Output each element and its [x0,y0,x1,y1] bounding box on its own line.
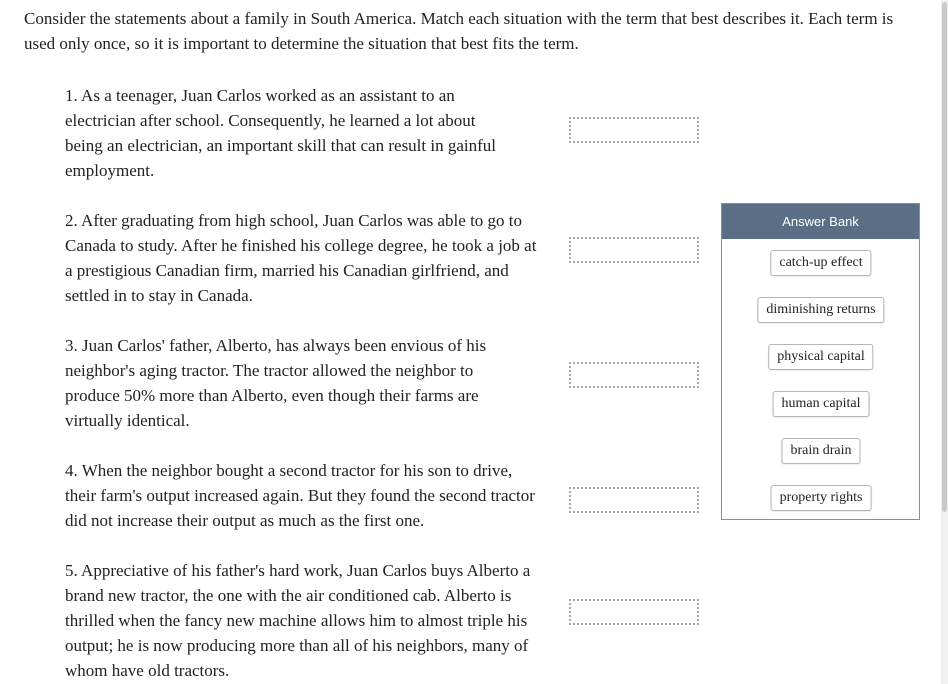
answer-bank-title: Answer Bank [722,204,919,239]
question-5-drop-target[interactable] [569,599,699,625]
instructions-text: Consider the statements about a family in South America. Match each situation with the term that best describes it. Each term is used only once, so it is important to determine the situation that best fits the term. [24,9,894,53]
term-chip-physical-capital[interactable]: physical capital [768,344,873,370]
question-1-text: 1. As a teenager, Juan Carlos worked as an assistant to an electrician after school. Consequently, he learned a lot about being an electrician, an important skill that can result in gainful employment. [65,86,497,180]
page-scrollbar[interactable] [941,0,948,684]
answer-bank [721,203,920,520]
term-chip-property-rights[interactable]: property rights [771,485,872,511]
term-chip-diminishing-returns[interactable]: diminishing returns [757,297,884,323]
question-5-text: 5. Appreciative of his father's hard work, Juan Carlos buys Alberto a brand new tractor, the one with the air conditioned cab. Alberto is thrilled when the fancy new machine allows him to almost triple his output; he is now producing more than all of his neighbors, many of whom have old tractors. [65,561,531,680]
question-4-text: 4. When the neighbor bought a second tractor for his son to drive, their farm's output increased again. But they found the second tractor did not increase their output as much as the first one. [65,461,535,530]
term-chip-catch-up-effect[interactable]: catch-up effect [770,250,871,276]
question-3-text: 3. Juan Carlos' father, Alberto, has always been envious of his neighbor's aging tractor. The tractor allowed the neighbor to produce 50% more than Alberto, even though their farms are virtually identical. [65,336,487,430]
question-4-drop-target[interactable] [569,487,699,513]
scrollbar-thumb[interactable] [942,2,947,512]
question-3-drop-target[interactable] [569,362,699,388]
question-1-drop-target[interactable] [569,117,699,143]
term-chip-human-capital[interactable]: human capital [773,391,870,417]
question-2-drop-target[interactable] [569,237,699,263]
question-2-text: 2. After graduating from high school, Juan Carlos was able to go to Canada to study. After he finished his college degree, he took a job at a prestigious Canadian firm, married his Canadian girlfriend, and settled in to stay in Canada. [65,211,537,305]
term-chip-brain-drain[interactable]: brain drain [781,438,860,464]
